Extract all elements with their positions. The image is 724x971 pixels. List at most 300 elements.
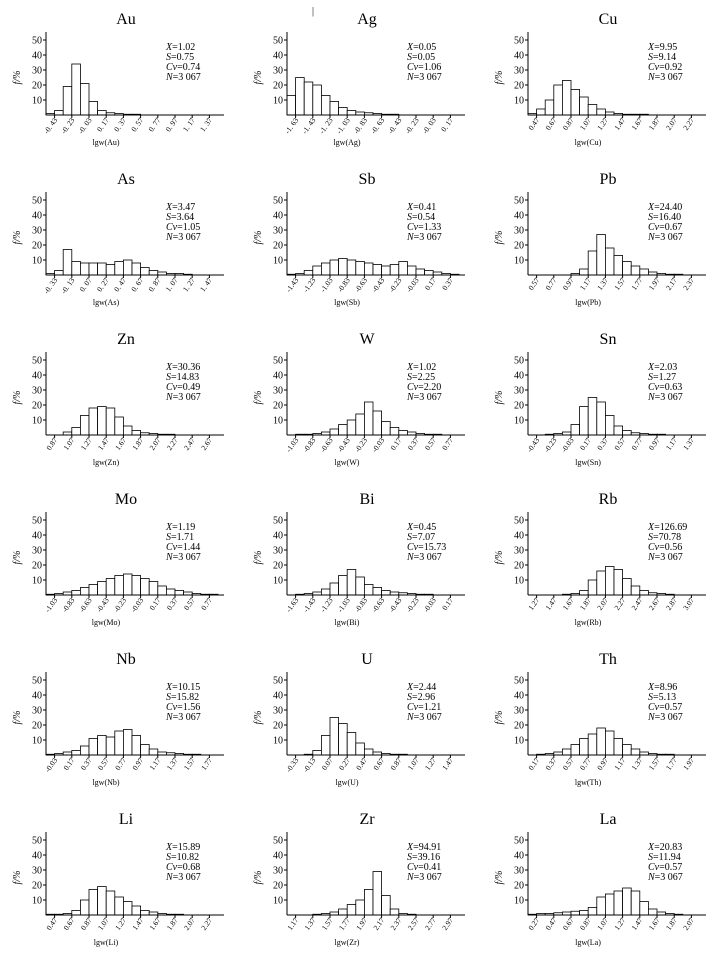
- y-tick-label: 40: [514, 850, 524, 862]
- x-axis-label: lgw(As): [92, 298, 120, 307]
- x-tick-label: 2.67: [646, 595, 662, 612]
- histogram-bar: [356, 743, 365, 755]
- y-tick-label: 10: [514, 95, 524, 107]
- y-tick-label: 40: [32, 690, 42, 702]
- x-tick-label: 2.37: [681, 275, 697, 292]
- histogram-bar: [339, 259, 348, 276]
- stat-cv: Cv=0.57: [648, 862, 683, 873]
- histogram-bar: [597, 402, 606, 435]
- histogram-bar: [605, 567, 614, 596]
- x-tick-label: 0.57: [560, 755, 576, 772]
- y-axis-label: f/%: [494, 390, 505, 405]
- x-axis-label: lgw(Zn): [92, 458, 120, 467]
- panel-as: [12, 171, 224, 307]
- chart-title: Rb: [598, 491, 618, 508]
- y-tick-label: 30: [273, 865, 283, 877]
- x-tick-label: 0.57: [612, 435, 628, 452]
- histogram-bar: [364, 585, 373, 596]
- x-tick-label: 0.67: [543, 115, 559, 132]
- histogram-bar: [339, 108, 348, 116]
- panel-la: [494, 811, 706, 947]
- x-tick-label: 1.27: [422, 755, 438, 772]
- y-tick-label: 40: [273, 850, 283, 862]
- histogram-bar: [123, 574, 132, 595]
- x-tick-label: -1.03: [335, 595, 352, 614]
- x-axis-label: lgw(Cu): [574, 138, 602, 147]
- x-axis-label: lgw(Li): [93, 938, 119, 947]
- histogram-bar: [382, 896, 391, 916]
- x-axis-label: lgw(Bi): [334, 618, 360, 627]
- y-tick-label: 50: [32, 355, 42, 367]
- chart-title: Zr: [359, 811, 375, 828]
- histogram-bar: [597, 897, 606, 915]
- x-tick-label: -1.23: [318, 595, 335, 614]
- x-tick-label: -1. 63: [282, 115, 301, 136]
- histogram-bar: [631, 586, 640, 595]
- histogram-bar: [597, 728, 606, 755]
- x-tick-label: 0.37: [164, 595, 180, 612]
- x-tick-label: 1.57: [646, 755, 662, 772]
- y-tick-label: 50: [514, 515, 524, 527]
- stat-s: S=1.71: [166, 532, 195, 543]
- x-tick-label: 0.47: [526, 115, 542, 132]
- y-tick-label: 10: [273, 575, 283, 587]
- y-tick-label: 20: [514, 400, 524, 412]
- y-tick-label: 30: [514, 865, 524, 877]
- stat-cv: Cv=1.56: [166, 702, 201, 713]
- y-tick-label: 20: [514, 880, 524, 892]
- x-tick-label: 0. 47: [112, 275, 129, 294]
- histogram-bar: [339, 576, 348, 596]
- x-tick-label: 1.87: [577, 595, 593, 612]
- histogram-bar: [89, 739, 98, 756]
- x-tick-label: 0. 07: [77, 275, 94, 294]
- x-tick-label: 2.17: [663, 275, 679, 292]
- x-tick-label: 1. 47: [198, 275, 215, 294]
- stat-cv: Cv=0.68: [166, 862, 201, 873]
- y-tick-label: 50: [514, 675, 524, 687]
- y-tick-label: 30: [32, 385, 42, 397]
- x-tick-label: 1.07: [595, 915, 611, 932]
- histogram-bar: [347, 733, 356, 756]
- histogram-bar: [382, 266, 391, 275]
- histogram-bar: [364, 749, 373, 755]
- stat-x: X=20.83: [648, 842, 683, 853]
- stat-cv: Cv=1.06: [407, 62, 442, 73]
- stat-s: S=2.25: [407, 372, 436, 383]
- stat-x: X=8.96: [648, 682, 678, 693]
- chart-title: U: [361, 651, 373, 668]
- histogram-bar: [425, 271, 434, 276]
- x-tick-label: 0.77: [577, 755, 593, 772]
- x-tick-label: 0.77: [440, 435, 456, 452]
- histogram-bar: [98, 263, 107, 275]
- x-tick-label: 1.47: [612, 115, 628, 132]
- x-tick-label: 1.97: [681, 755, 697, 772]
- x-tick-label: 1.67: [147, 915, 163, 932]
- x-tick-label: 0.87: [560, 115, 576, 132]
- y-tick-label: 20: [32, 720, 42, 732]
- y-tick-label: 30: [32, 865, 42, 877]
- histogram-bar: [373, 872, 382, 916]
- histogram-bar: [141, 911, 150, 916]
- histogram-bar: [347, 570, 356, 596]
- histogram-bar: [132, 906, 141, 915]
- x-tick-label: 2.37: [388, 915, 404, 932]
- stat-x: X=94.91: [407, 842, 442, 853]
- x-tick-label: -1.03: [318, 275, 335, 294]
- x-axis-label: lgw(U): [335, 778, 359, 787]
- x-tick-label: 1.37: [595, 275, 611, 292]
- histogram-bar: [631, 891, 640, 915]
- histogram-bar: [571, 745, 580, 756]
- histogram-bar: [123, 730, 132, 756]
- y-tick-label: 50: [32, 195, 42, 207]
- x-tick-label: 0.57: [526, 275, 542, 292]
- chart-title: Li: [118, 811, 134, 828]
- histogram-bar: [356, 577, 365, 595]
- stat-n: N=3 067: [648, 72, 683, 83]
- x-tick-label: -0.63: [77, 595, 94, 614]
- x-tick-label: 1.67: [560, 595, 576, 612]
- histogram-bar: [55, 271, 64, 276]
- stat-x: X=1.02: [166, 42, 196, 53]
- y-tick-label: 20: [514, 560, 524, 572]
- x-tick-label: -0.03: [128, 595, 146, 614]
- y-tick-label: 40: [32, 210, 42, 222]
- x-tick-label: 0.77: [199, 595, 215, 612]
- stat-n: N=3 067: [407, 712, 442, 723]
- x-tick-label: -0. 63: [368, 115, 387, 136]
- histogram-bar: [597, 109, 606, 115]
- histogram-bar: [580, 911, 589, 916]
- y-tick-label: 50: [273, 355, 283, 367]
- y-tick-label: 10: [514, 255, 524, 267]
- stat-s: S=0.54: [407, 212, 436, 223]
- y-tick-label: 10: [32, 735, 42, 747]
- histogram-bar: [80, 746, 89, 755]
- x-tick-label: 2.77: [422, 915, 438, 932]
- x-tick-label: -0.63: [369, 595, 387, 614]
- panel-nb: [12, 651, 224, 787]
- y-tick-label: 10: [273, 895, 283, 907]
- x-tick-label: 1.27: [526, 595, 542, 612]
- y-axis-label: f/%: [494, 870, 505, 885]
- x-tick-label: 0.87: [44, 435, 60, 452]
- x-tick-label: -1. 43: [300, 115, 318, 136]
- panel-rb: [494, 491, 706, 627]
- x-tick-label: 0.87: [388, 755, 404, 772]
- x-tick-label: 0.27: [526, 915, 542, 932]
- x-tick-label: 0.77: [629, 435, 645, 452]
- stat-s: S=3.64: [166, 212, 195, 223]
- panel-mo: [12, 491, 224, 627]
- stat-s: S=11.94: [648, 852, 681, 863]
- x-tick-label: 2.47: [181, 435, 197, 452]
- x-tick-label: 0.37: [543, 755, 559, 772]
- histogram-bar: [287, 96, 296, 116]
- x-tick-label: 0. 67: [129, 275, 146, 294]
- y-tick-label: 10: [514, 735, 524, 747]
- y-tick-label: 10: [273, 735, 283, 747]
- y-tick-label: 20: [32, 880, 42, 892]
- x-tick-label: 0.17: [388, 435, 404, 452]
- y-tick-label: 50: [273, 195, 283, 207]
- y-tick-label: 20: [32, 240, 42, 252]
- x-tick-label: 1. 37: [198, 115, 215, 134]
- x-tick-label: 1.37: [302, 915, 318, 932]
- histogram-bar: [321, 736, 330, 756]
- stat-s: S=7.07: [407, 532, 436, 543]
- histogram-bar: [321, 263, 330, 275]
- panel-sb: [253, 171, 465, 307]
- histogram-bar: [63, 250, 72, 276]
- x-tick-label: -0.33: [283, 755, 301, 774]
- histogram-bar: [554, 85, 563, 115]
- y-tick-label: 40: [32, 530, 42, 542]
- x-tick-label: 0.97: [646, 435, 662, 452]
- histogram-bar: [407, 266, 416, 275]
- histogram-bar: [588, 251, 597, 275]
- stat-s: S=10.82: [166, 852, 200, 863]
- stat-x: X=24.40: [648, 202, 683, 213]
- x-tick-label: 1.87: [130, 435, 146, 452]
- stat-cv: Cv=0.56: [648, 542, 683, 553]
- x-axis-label: lgw(Pb): [575, 298, 601, 307]
- histogram-bar: [356, 900, 365, 915]
- x-tick-label: 0.37: [440, 275, 456, 292]
- histogram-bar: [347, 260, 356, 275]
- y-tick-label: 30: [514, 65, 524, 77]
- x-tick-label: -1. 03: [334, 115, 352, 136]
- histogram-bar: [588, 908, 597, 916]
- histogram-bar: [80, 416, 89, 436]
- stat-cv: Cv=15.73: [407, 542, 447, 553]
- stat-x: X=0.05: [407, 42, 437, 53]
- histogram-bar: [89, 408, 98, 435]
- histogram-bar: [175, 591, 184, 596]
- histogram-bar: [562, 749, 571, 755]
- y-tick-label: 30: [273, 545, 283, 557]
- y-tick-label: 40: [514, 50, 524, 62]
- histogram-bar: [80, 263, 89, 275]
- y-tick-label: 50: [32, 515, 42, 527]
- histogram-bar: [72, 64, 81, 115]
- x-tick-label: 1.37: [629, 755, 645, 772]
- x-tick-label: 0.87: [78, 915, 94, 932]
- x-tick-label: 0. 27: [94, 275, 111, 294]
- stat-s: S=14.83: [166, 372, 200, 383]
- stat-s: S=9.14: [648, 52, 677, 63]
- y-tick-label: 30: [32, 545, 42, 557]
- histogram-bar: [132, 431, 141, 436]
- histogram-bar: [72, 428, 81, 436]
- x-tick-label: 1.47: [95, 435, 111, 452]
- stat-cv: Cv=1.44: [166, 542, 201, 553]
- x-tick-label: -0.83: [301, 435, 318, 454]
- stat-s: S=0.75: [166, 52, 195, 63]
- x-tick-label: 1.07: [61, 435, 77, 452]
- y-tick-label: 50: [514, 355, 524, 367]
- histogram-bar: [72, 591, 81, 596]
- chart-title: Cu: [598, 11, 618, 28]
- y-tick-label: 20: [514, 240, 524, 252]
- chart-title: Mo: [114, 491, 138, 508]
- x-tick-label: 1.77: [199, 755, 215, 772]
- x-tick-label: 1.97: [354, 915, 370, 932]
- chart-title: As: [117, 171, 135, 188]
- panel-zn: [12, 331, 224, 467]
- x-tick-label: -0. 03: [420, 115, 438, 136]
- stat-x: X=15.89: [166, 842, 201, 853]
- histogram-bar: [614, 570, 623, 596]
- chart-title: Bi: [359, 491, 375, 508]
- x-tick-label: 1.77: [336, 915, 352, 932]
- x-tick-label: 1.57: [181, 755, 197, 772]
- stat-x: X=2.44: [407, 682, 437, 693]
- x-tick-label: 1.27: [595, 115, 611, 132]
- histogram-bar: [356, 262, 365, 276]
- stat-cv: Cv=1.21: [407, 702, 442, 713]
- x-tick-label: -1.23: [301, 275, 318, 294]
- histogram-bar: [648, 909, 657, 915]
- stat-n: N=3 067: [407, 72, 442, 83]
- x-axis-label: lgw(Zr): [334, 938, 360, 947]
- chart-title: Sn: [599, 331, 617, 348]
- chart-title: Sb: [358, 171, 376, 188]
- y-tick-label: 20: [273, 400, 283, 412]
- stat-s: S=39.16: [407, 852, 441, 863]
- x-tick-label: 0.97: [595, 755, 611, 772]
- histogram-bar: [72, 262, 81, 276]
- x-tick-label: -0.23: [387, 275, 404, 294]
- histogram-bar: [347, 111, 356, 116]
- y-tick-label: 50: [273, 675, 283, 687]
- x-tick-label: 0.77: [113, 755, 129, 772]
- y-tick-label: 20: [514, 720, 524, 732]
- x-axis-label: lgw(Rb): [574, 618, 602, 627]
- histogram-bar: [106, 408, 115, 435]
- x-tick-label: 1.17: [577, 275, 593, 292]
- x-tick-label: -1.43: [301, 595, 318, 614]
- histogram-bar: [614, 739, 623, 756]
- x-tick-label: 0.67: [560, 915, 576, 932]
- x-axis-label: lgw(Au): [92, 138, 120, 147]
- stat-n: N=3 067: [166, 232, 201, 243]
- y-tick-label: 30: [273, 65, 283, 77]
- histogram-bar: [390, 428, 399, 436]
- panel-au: [12, 11, 224, 147]
- histogram-bar: [382, 422, 391, 436]
- x-tick-label: 0. 37: [112, 115, 129, 134]
- histogram-bar: [115, 731, 124, 755]
- x-tick-label: -0. 23: [403, 115, 421, 136]
- panel-zr: [253, 811, 465, 947]
- histogram-bar: [106, 579, 115, 596]
- x-tick-label: -0.43: [94, 595, 111, 614]
- stat-x: X=1.02: [407, 362, 437, 373]
- x-tick-label: 0.67: [61, 915, 77, 932]
- x-tick-label: 1.07: [405, 755, 421, 772]
- histogram-bar: [416, 269, 425, 275]
- histogram-bar: [321, 96, 330, 116]
- histogram-bar: [304, 82, 313, 115]
- stat-x: X=9.95: [648, 42, 678, 53]
- x-tick-label: 2.07: [663, 115, 679, 132]
- histogram-bar: [141, 745, 150, 756]
- stat-s: S=70.78: [648, 532, 682, 543]
- x-tick-label: 0.07: [319, 755, 335, 772]
- histogram-bar: [562, 81, 571, 116]
- histogram-bar: [390, 909, 399, 915]
- x-tick-label: 1.67: [629, 115, 645, 132]
- x-tick-label: 0.97: [560, 275, 576, 292]
- histogram-bar: [89, 585, 98, 596]
- histogram-bar: [141, 268, 150, 276]
- histogram-bar: [399, 431, 408, 436]
- x-tick-label: 1. 17: [180, 115, 197, 134]
- stat-s: S=5.13: [648, 692, 677, 703]
- histogram-bar: [580, 739, 589, 756]
- histogram-bar: [347, 420, 356, 435]
- x-tick-label: 1.67: [113, 435, 129, 452]
- x-tick-label: -1.63: [283, 595, 301, 614]
- histogram-bar: [588, 398, 597, 436]
- histogram-bar: [158, 586, 167, 595]
- x-tick-label: 0.77: [543, 275, 559, 292]
- histogram-bar: [373, 265, 382, 276]
- histogram-bar: [149, 271, 158, 276]
- y-axis-label: f/%: [12, 870, 23, 885]
- x-tick-label: -0. 83: [351, 115, 370, 136]
- x-tick-label: 1.47: [440, 755, 456, 772]
- x-tick-label: -0.83: [335, 275, 352, 294]
- x-tick-label: 1.77: [629, 275, 645, 292]
- y-tick-label: 10: [32, 895, 42, 907]
- y-tick-label: 30: [32, 65, 42, 77]
- x-tick-label: 1.47: [543, 595, 559, 612]
- chart-title: La: [599, 811, 617, 828]
- histogram-bar: [339, 724, 348, 756]
- x-tick-label: 3.07: [681, 595, 697, 612]
- y-tick-label: 20: [514, 80, 524, 92]
- y-tick-label: 50: [273, 35, 283, 47]
- stat-n: N=3 067: [648, 872, 683, 883]
- y-axis-label: f/%: [253, 870, 264, 885]
- stat-s: S=1.27: [648, 372, 677, 383]
- y-tick-label: 40: [514, 210, 524, 222]
- x-tick-label: 1.57: [612, 275, 628, 292]
- stat-n: N=3 067: [166, 552, 201, 563]
- histogram-bar: [373, 411, 382, 435]
- histogram-bar: [631, 266, 640, 275]
- y-tick-label: 10: [514, 575, 524, 587]
- stat-n: N=3 067: [648, 552, 683, 563]
- y-tick-label: 40: [514, 690, 524, 702]
- histogram-bar: [364, 263, 373, 275]
- x-tick-label: 2.27: [199, 915, 215, 932]
- x-tick-label: 1.27: [113, 915, 129, 932]
- histogram-bar: [330, 718, 339, 756]
- histogram-bar: [580, 97, 589, 115]
- histogram-bar: [123, 260, 132, 275]
- x-tick-label: 1.67: [646, 915, 662, 932]
- x-tick-label: 2.57: [405, 915, 421, 932]
- histogram-bar: [106, 265, 115, 276]
- histogram-bar: [149, 749, 158, 755]
- x-tick-label: 1.47: [130, 915, 146, 932]
- y-tick-label: 40: [273, 690, 283, 702]
